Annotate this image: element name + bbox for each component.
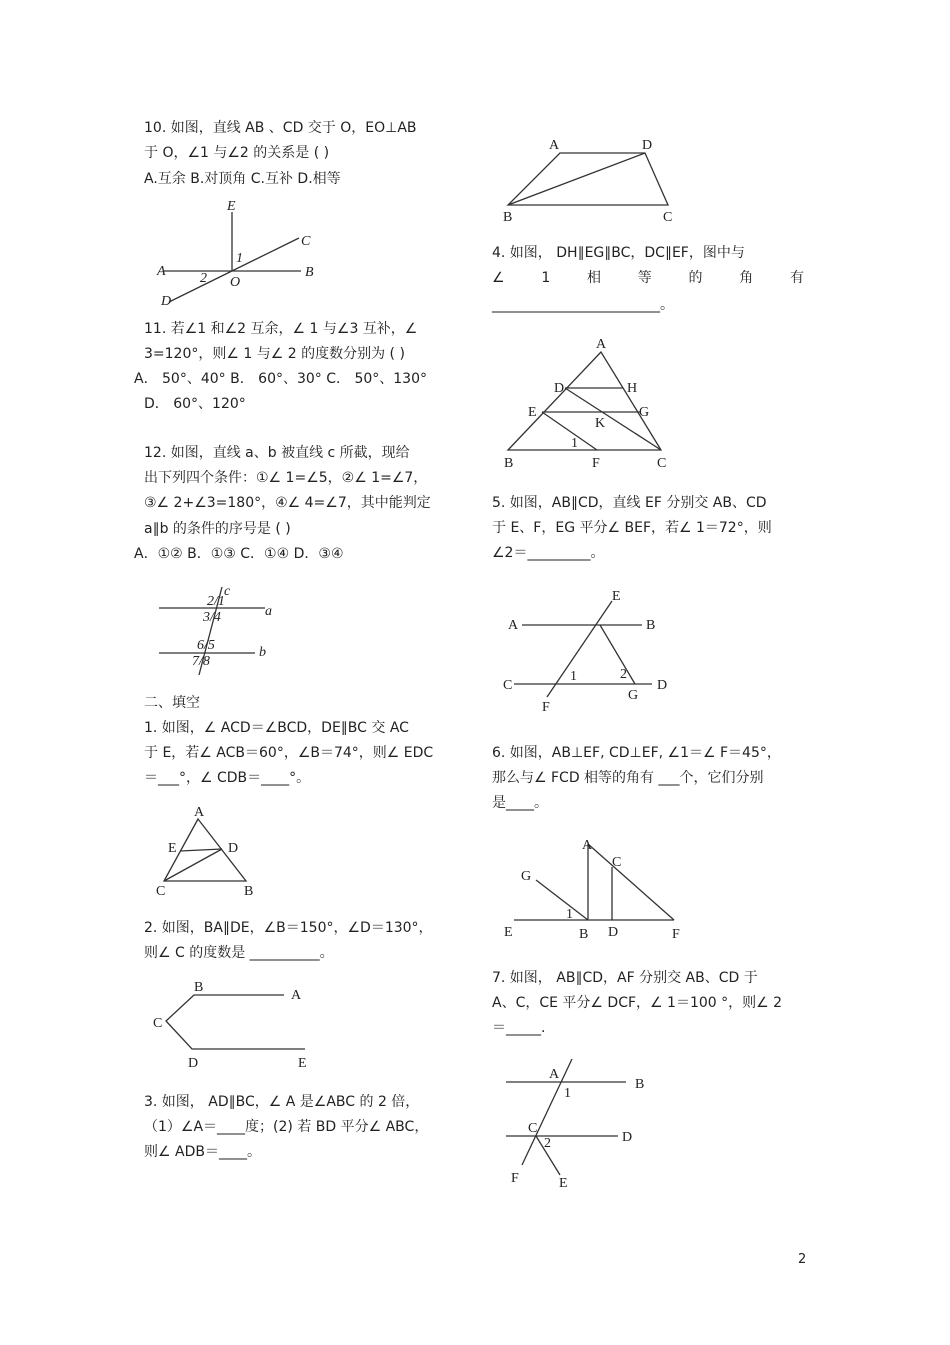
label-D: D: [188, 1056, 199, 1071]
label-A: A: [291, 988, 302, 1003]
f6-line-3: 是____。: [492, 795, 548, 811]
f4-line-2: [492, 266, 804, 291]
section-heading: 二、填空: [144, 695, 200, 711]
line-BD: [508, 153, 645, 205]
figure-f2: [150, 975, 320, 1075]
label-C: C: [528, 1121, 538, 1136]
figure-q10: [155, 198, 325, 310]
trapezoid-ABCD: [508, 153, 668, 205]
label-F: F: [542, 700, 550, 715]
label-b: b: [259, 645, 266, 660]
label-F: F: [672, 927, 680, 942]
f4-word-3: 相: [586, 270, 601, 286]
label-C: C: [153, 1016, 163, 1031]
label-B: B: [579, 927, 589, 942]
label-D: D: [228, 841, 239, 856]
f4-word-6: 角: [739, 270, 754, 286]
f3-line-1: 3. 如图， AD∥BC，∠ A 是∠ABC 的 2 倍，: [144, 1094, 420, 1110]
f1-line-3: ＝___°，∠ CDB＝____°。: [144, 770, 311, 786]
q12-line-5: A．①② B．①③ C．①④ D．③④: [134, 546, 344, 562]
label-G: G: [628, 688, 639, 703]
line-ED: [180, 849, 222, 851]
line-EF: [542, 412, 597, 450]
f3-line-2: （1）∠A＝____度；(2) 若 BD 平分∠ ABC，: [144, 1119, 429, 1135]
label-B: B: [244, 884, 254, 899]
q10-line-3: A.互余 B.对顶角 C.互补 D.相等: [144, 171, 341, 187]
label-D: D: [657, 678, 668, 693]
q11-line-3: A． 50°、40° B． 60°、30° C． 50°、130°: [134, 371, 428, 387]
line-EG: [600, 625, 635, 684]
f1-line-1: 1. 如图，∠ ACD＝∠BCD，DE∥BC 交 AC: [144, 720, 409, 736]
label-H: H: [627, 381, 638, 396]
label-E: E: [504, 925, 513, 940]
label-angle-1: 1: [566, 907, 573, 922]
label-angle-2: 2: [620, 667, 627, 682]
figure-f6: [500, 832, 685, 942]
figure-q12: [155, 583, 280, 678]
label-D: D: [161, 294, 172, 309]
f7-line-2: A、C，CE 平分∠ DCF，∠ 1＝100 °，则∠ 2: [492, 995, 783, 1011]
label-B: B: [194, 980, 204, 995]
f5-line-1: 5. 如图，AB∥CD，直线 EF 分别交 AB、CD: [492, 495, 767, 511]
f3-line-3: 则∠ ADB＝____。: [144, 1144, 261, 1160]
label-A: A: [549, 138, 560, 153]
label-angle-2: 2: [544, 1136, 551, 1151]
label-A: A: [508, 618, 519, 633]
label-F: F: [592, 456, 600, 471]
label-angle-1: 1: [236, 251, 243, 266]
q10-line-1: 10. 如图，直线 AB 、CD 交于 O，EO⊥AB: [144, 120, 417, 136]
q12-line-4: a∥b 的条件的序号是 ( ): [144, 521, 291, 537]
label-D: D: [608, 925, 619, 940]
label-E: E: [298, 1056, 307, 1071]
f4-line-1: 4. 如图， DH∥EG∥BC，DC∥EF，图中与: [492, 245, 745, 261]
label-E: E: [559, 1176, 568, 1191]
label-F: F: [511, 1171, 519, 1186]
label-C: C: [156, 884, 166, 899]
q11-line-2: 3=120°，则∠ 1 与∠ 2 的度数分别为 ( ): [144, 346, 405, 362]
label-angle-1: 1: [571, 436, 578, 451]
label-D: D: [622, 1130, 633, 1145]
f6-line-2: 那么与∠ FCD 相等的角有 ___个，它们分别: [492, 770, 764, 786]
page-number: 2: [798, 1252, 807, 1267]
f5-line-3: ∠2＝_________。: [492, 545, 605, 561]
f5-line-2: 于 E、F，EG 平分∠ BEF，若∠ 1＝72°，则: [492, 520, 772, 536]
f1-line-2: 于 E，若∠ ACB＝60°，∠B＝74°，则∠ EDC: [144, 745, 434, 761]
f2-line-1: 2. 如图，BA∥DE，∠B＝150°，∠D＝130°，: [144, 920, 433, 936]
label-G: G: [639, 405, 650, 420]
label-A: A: [596, 337, 607, 352]
figure-f7: [500, 1055, 660, 1195]
label-D: D: [642, 138, 653, 153]
f2-line-2: 则∠ C 的度数是 __________。: [144, 945, 334, 961]
label-C: C: [301, 234, 311, 249]
f4-line-3: ________________________。: [492, 297, 674, 313]
f6-line-1: 6. 如图，AB⊥EF, CD⊥EF, ∠1＝∠ F＝45°，: [492, 745, 781, 761]
label-A: A: [194, 805, 205, 820]
label-E: E: [528, 405, 537, 420]
label-E: E: [227, 199, 236, 214]
path-BA-C-DE: [166, 995, 305, 1049]
label-angle-1: 1: [570, 669, 577, 684]
label-A: A: [157, 264, 166, 279]
label-D: D: [554, 381, 565, 396]
f7-line-3: ＝_____.: [492, 1020, 546, 1036]
label-B: B: [305, 265, 314, 280]
q11-line-1: 11. 若∠1 和∠2 互余，∠ 1 与∠3 互补，∠: [144, 321, 418, 337]
q10-line-2: 于 O，∠1 与∠2 的关系是 ( ): [144, 145, 330, 161]
label-C: C: [612, 855, 622, 870]
figure-f4: [500, 330, 680, 475]
figure-f5: [500, 585, 680, 720]
label-E: E: [168, 841, 177, 856]
label-c: c: [224, 584, 231, 599]
label-B: B: [503, 210, 513, 225]
line-AF: [588, 844, 674, 920]
label-angle-2: 2: [200, 271, 207, 286]
f7-line-1: 7. 如图， AB∥CD，AF 分别交 AB、CD 于: [492, 970, 758, 986]
label-a: a: [265, 604, 272, 619]
f4-word-2: 1: [541, 270, 551, 286]
q12-line-3: ③∠ 2+∠3=180°，④∠ 4=∠7，其中能判定: [144, 495, 431, 511]
label-3-4: 3/4: [203, 610, 221, 625]
label-O: O: [230, 275, 241, 290]
figure-f3: [500, 133, 685, 228]
label-C: C: [503, 678, 513, 693]
label-B: B: [646, 618, 656, 633]
label-G: G: [521, 869, 532, 884]
label-2-1: 2/1: [207, 594, 225, 609]
line-EF: [547, 601, 612, 697]
label-C: C: [657, 456, 667, 471]
label-angle-1: 1: [564, 1086, 571, 1101]
label-K: K: [595, 416, 606, 431]
f4-word-1: ∠: [492, 270, 505, 286]
label-B: B: [504, 456, 514, 471]
label-A: A: [549, 1067, 560, 1082]
label-C: C: [663, 210, 673, 225]
label-B: B: [635, 1077, 645, 1092]
f4-word-4: 等: [637, 270, 652, 286]
label-7-8: 7/8: [192, 654, 210, 669]
label-E: E: [612, 589, 621, 604]
q12-line-1: 12. 如图，直线 a、b 被直线 c 所截，现给: [144, 445, 410, 461]
q12-line-2: 出下列四个条件：①∠ 1=∠5，②∠ 1=∠7，: [144, 470, 428, 486]
f4-word-7: 有: [789, 270, 804, 286]
q11-line-4: D． 60°、120°: [144, 396, 246, 412]
line-CD: [169, 238, 299, 302]
line-GB: [536, 880, 588, 920]
label-6-5: 6/5: [197, 638, 215, 653]
label-A: A: [582, 838, 593, 853]
f4-word-5: 的: [688, 270, 703, 286]
figure-f1: [150, 803, 260, 898]
